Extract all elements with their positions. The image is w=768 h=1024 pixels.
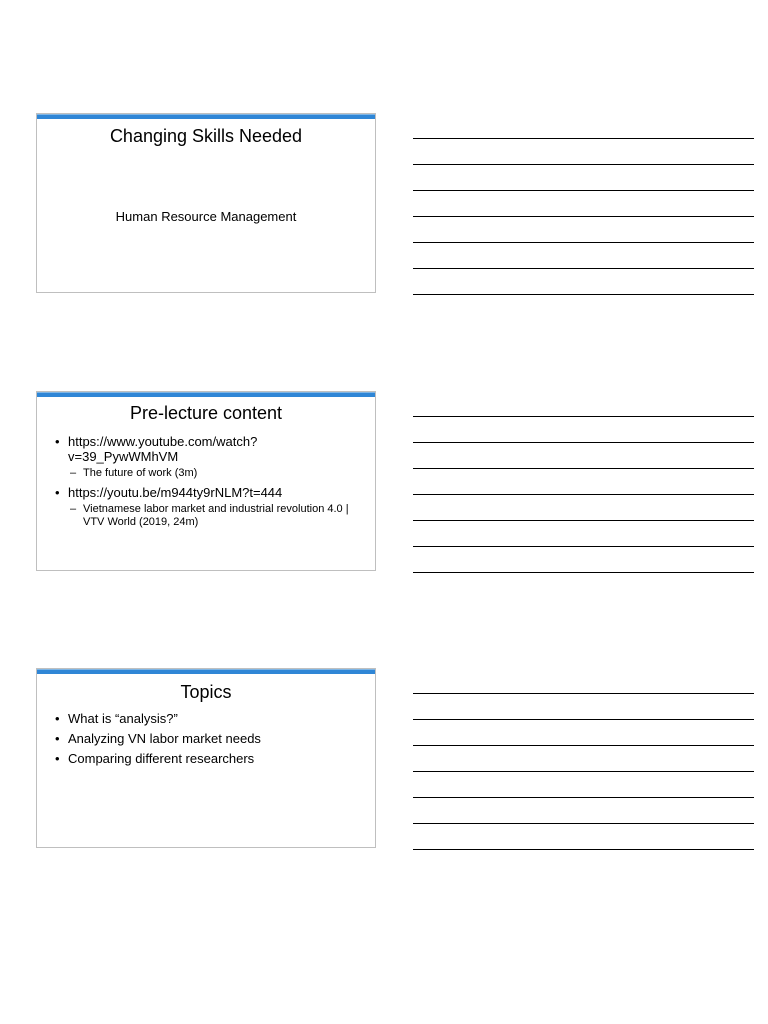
- slide-title: Topics: [180, 682, 232, 702]
- note-line: [413, 546, 754, 547]
- slide-2: [36, 391, 376, 571]
- bullet-item: • Comparing different researchers: [55, 751, 365, 766]
- note-line: [413, 771, 754, 772]
- note-line: [413, 268, 754, 269]
- note-line: [413, 494, 754, 495]
- slide-subtitle: Human Resource Management: [115, 209, 297, 224]
- slide-header-bar: [37, 114, 375, 119]
- note-line: [413, 468, 754, 469]
- notes-lines-2: [413, 416, 754, 598]
- sub-bullet: – Vietnamese labor market and industrial revolution 4.0 | VTV World (2019, 24m): [55, 503, 365, 529]
- note-line: [413, 442, 754, 443]
- note-line: [413, 294, 754, 295]
- bullet-list: [55, 711, 365, 771]
- bullet-link-youtube[interactable]: • https://www.youtube.com/watch?v=39_PywWMhVM: [55, 434, 365, 464]
- sub-bullet: – The future of work (3m): [55, 467, 365, 480]
- slide-1: [36, 113, 376, 293]
- note-line: [413, 693, 754, 694]
- slide-title: Pre-lecture content: [129, 403, 283, 423]
- note-line: [413, 164, 754, 165]
- bullet-item: • Analyzing VN labor market needs: [55, 731, 365, 746]
- note-line: [413, 242, 754, 243]
- slide-header-bar: [37, 669, 375, 674]
- slide-title: Changing Skills Needed: [109, 126, 303, 146]
- note-line: [413, 416, 754, 417]
- bullet-list: [55, 434, 365, 534]
- notes-lines-1: [413, 138, 754, 320]
- notes-lines-3: [413, 693, 754, 875]
- note-line: [413, 745, 754, 746]
- note-line: [413, 572, 754, 573]
- bullet-item: • What is “analysis?”: [55, 711, 365, 726]
- bullet-link-youtu-be[interactable]: • https://youtu.be/m944ty9rNLM?t=444: [55, 485, 365, 500]
- note-line: [413, 797, 754, 798]
- note-line: [413, 520, 754, 521]
- note-line: [413, 216, 754, 217]
- note-line: [413, 138, 754, 139]
- slide-3: [36, 668, 376, 848]
- note-line: [413, 849, 754, 850]
- slide-header-bar: [37, 392, 375, 397]
- note-line: [413, 190, 754, 191]
- note-line: [413, 823, 754, 824]
- note-line: [413, 719, 754, 720]
